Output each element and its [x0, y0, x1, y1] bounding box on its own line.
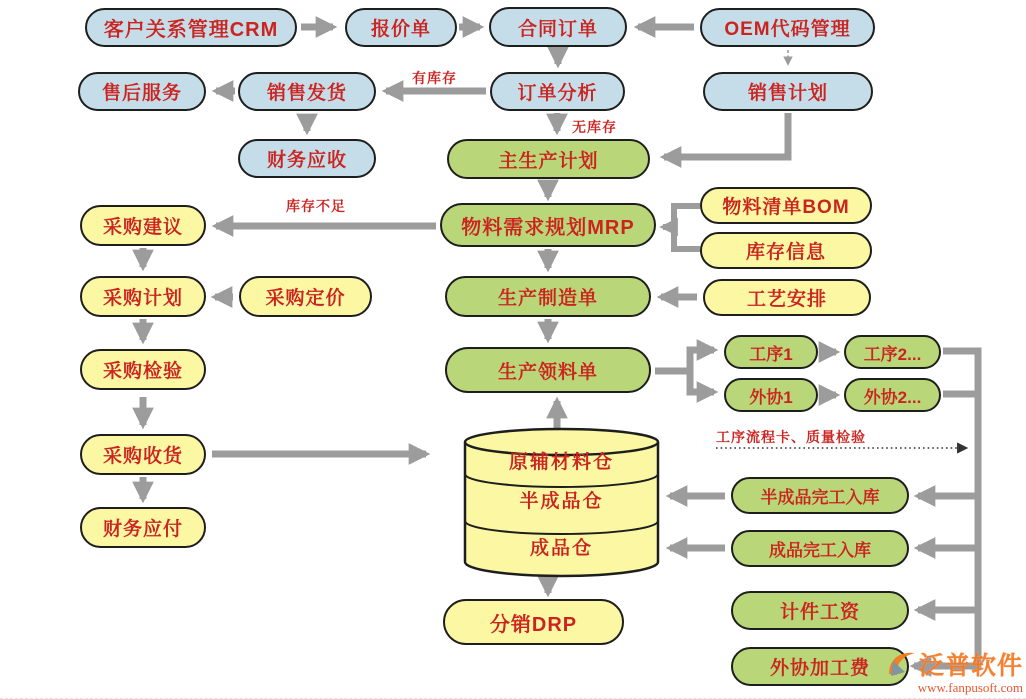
node-process-1: 工序1 — [724, 335, 818, 369]
bom-bracket — [663, 206, 700, 249]
warehouse-section-semi-finished: 半成品仓 — [519, 491, 604, 512]
node-sales-delivery: 销售发货 — [238, 72, 376, 111]
node-contract-order: 合同订单 — [489, 7, 627, 47]
node-outsource-1: 外协1 — [724, 378, 818, 412]
watermark-url: www.fanpusoft.com — [917, 680, 1023, 695]
node-outsource-2: 外协2... — [844, 378, 941, 412]
node-purchase-suggestion: 采购建议 — [80, 205, 206, 246]
node-purchase-receiving: 采购收货 — [80, 434, 206, 475]
node-piece-wage: 计件工资 — [731, 591, 909, 630]
node-inventory-info: 库存信息 — [700, 232, 872, 269]
node-after-sales: 售后服务 — [78, 72, 206, 111]
node-purchase-inspection: 采购检验 — [80, 349, 206, 390]
node-finance-receivable: 财务应收 — [238, 139, 376, 178]
node-process-2: 工序2... — [844, 335, 941, 369]
node-outsource-fee: 外协加工费 — [731, 647, 909, 686]
node-process-arrangement: 工艺安排 — [703, 279, 871, 316]
watermark — [873, 646, 1023, 696]
node-oem-code: OEM代码管理 — [700, 8, 875, 47]
warehouse-section-raw-material: 原辅材料仓 — [508, 452, 614, 473]
node-mrp: 物料需求规划MRP — [440, 203, 656, 247]
node-finished-inbound: 成品完工入库 — [731, 530, 909, 567]
fanpu-logo-icon — [885, 648, 919, 680]
node-crm: 客户关系管理CRM — [85, 8, 297, 47]
watermark-brand: 泛普软件 — [918, 652, 1023, 680]
node-master-production-plan: 主生产计划 — [447, 139, 650, 179]
edge-label-low-stock: 库存不足 — [286, 198, 346, 214]
node-purchase-pricing: 采购定价 — [239, 276, 372, 317]
edge-label-no-stock: 无库存 — [572, 119, 617, 135]
node-quote: 报价单 — [345, 8, 457, 47]
warehouse-section-finished: 成品仓 — [529, 538, 593, 559]
node-drp: 分销DRP — [443, 599, 624, 645]
node-order-analysis: 订单分析 — [490, 72, 625, 111]
node-purchase-plan: 采购计划 — [80, 276, 206, 317]
edge-label-process-card: 工序流程卡、质量检验 — [716, 429, 866, 445]
node-sales-plan: 销售计划 — [703, 72, 873, 111]
node-production-picking: 生产领料单 — [445, 347, 651, 393]
node-semi-finished-inbound: 半成品完工入库 — [731, 477, 909, 514]
edge-label-in-stock: 有库存 — [412, 70, 457, 86]
node-bom: 物料清单BOM — [700, 187, 872, 224]
node-finance-payable: 财务应付 — [80, 507, 206, 548]
node-manufacturing-order: 生产制造单 — [445, 276, 651, 317]
